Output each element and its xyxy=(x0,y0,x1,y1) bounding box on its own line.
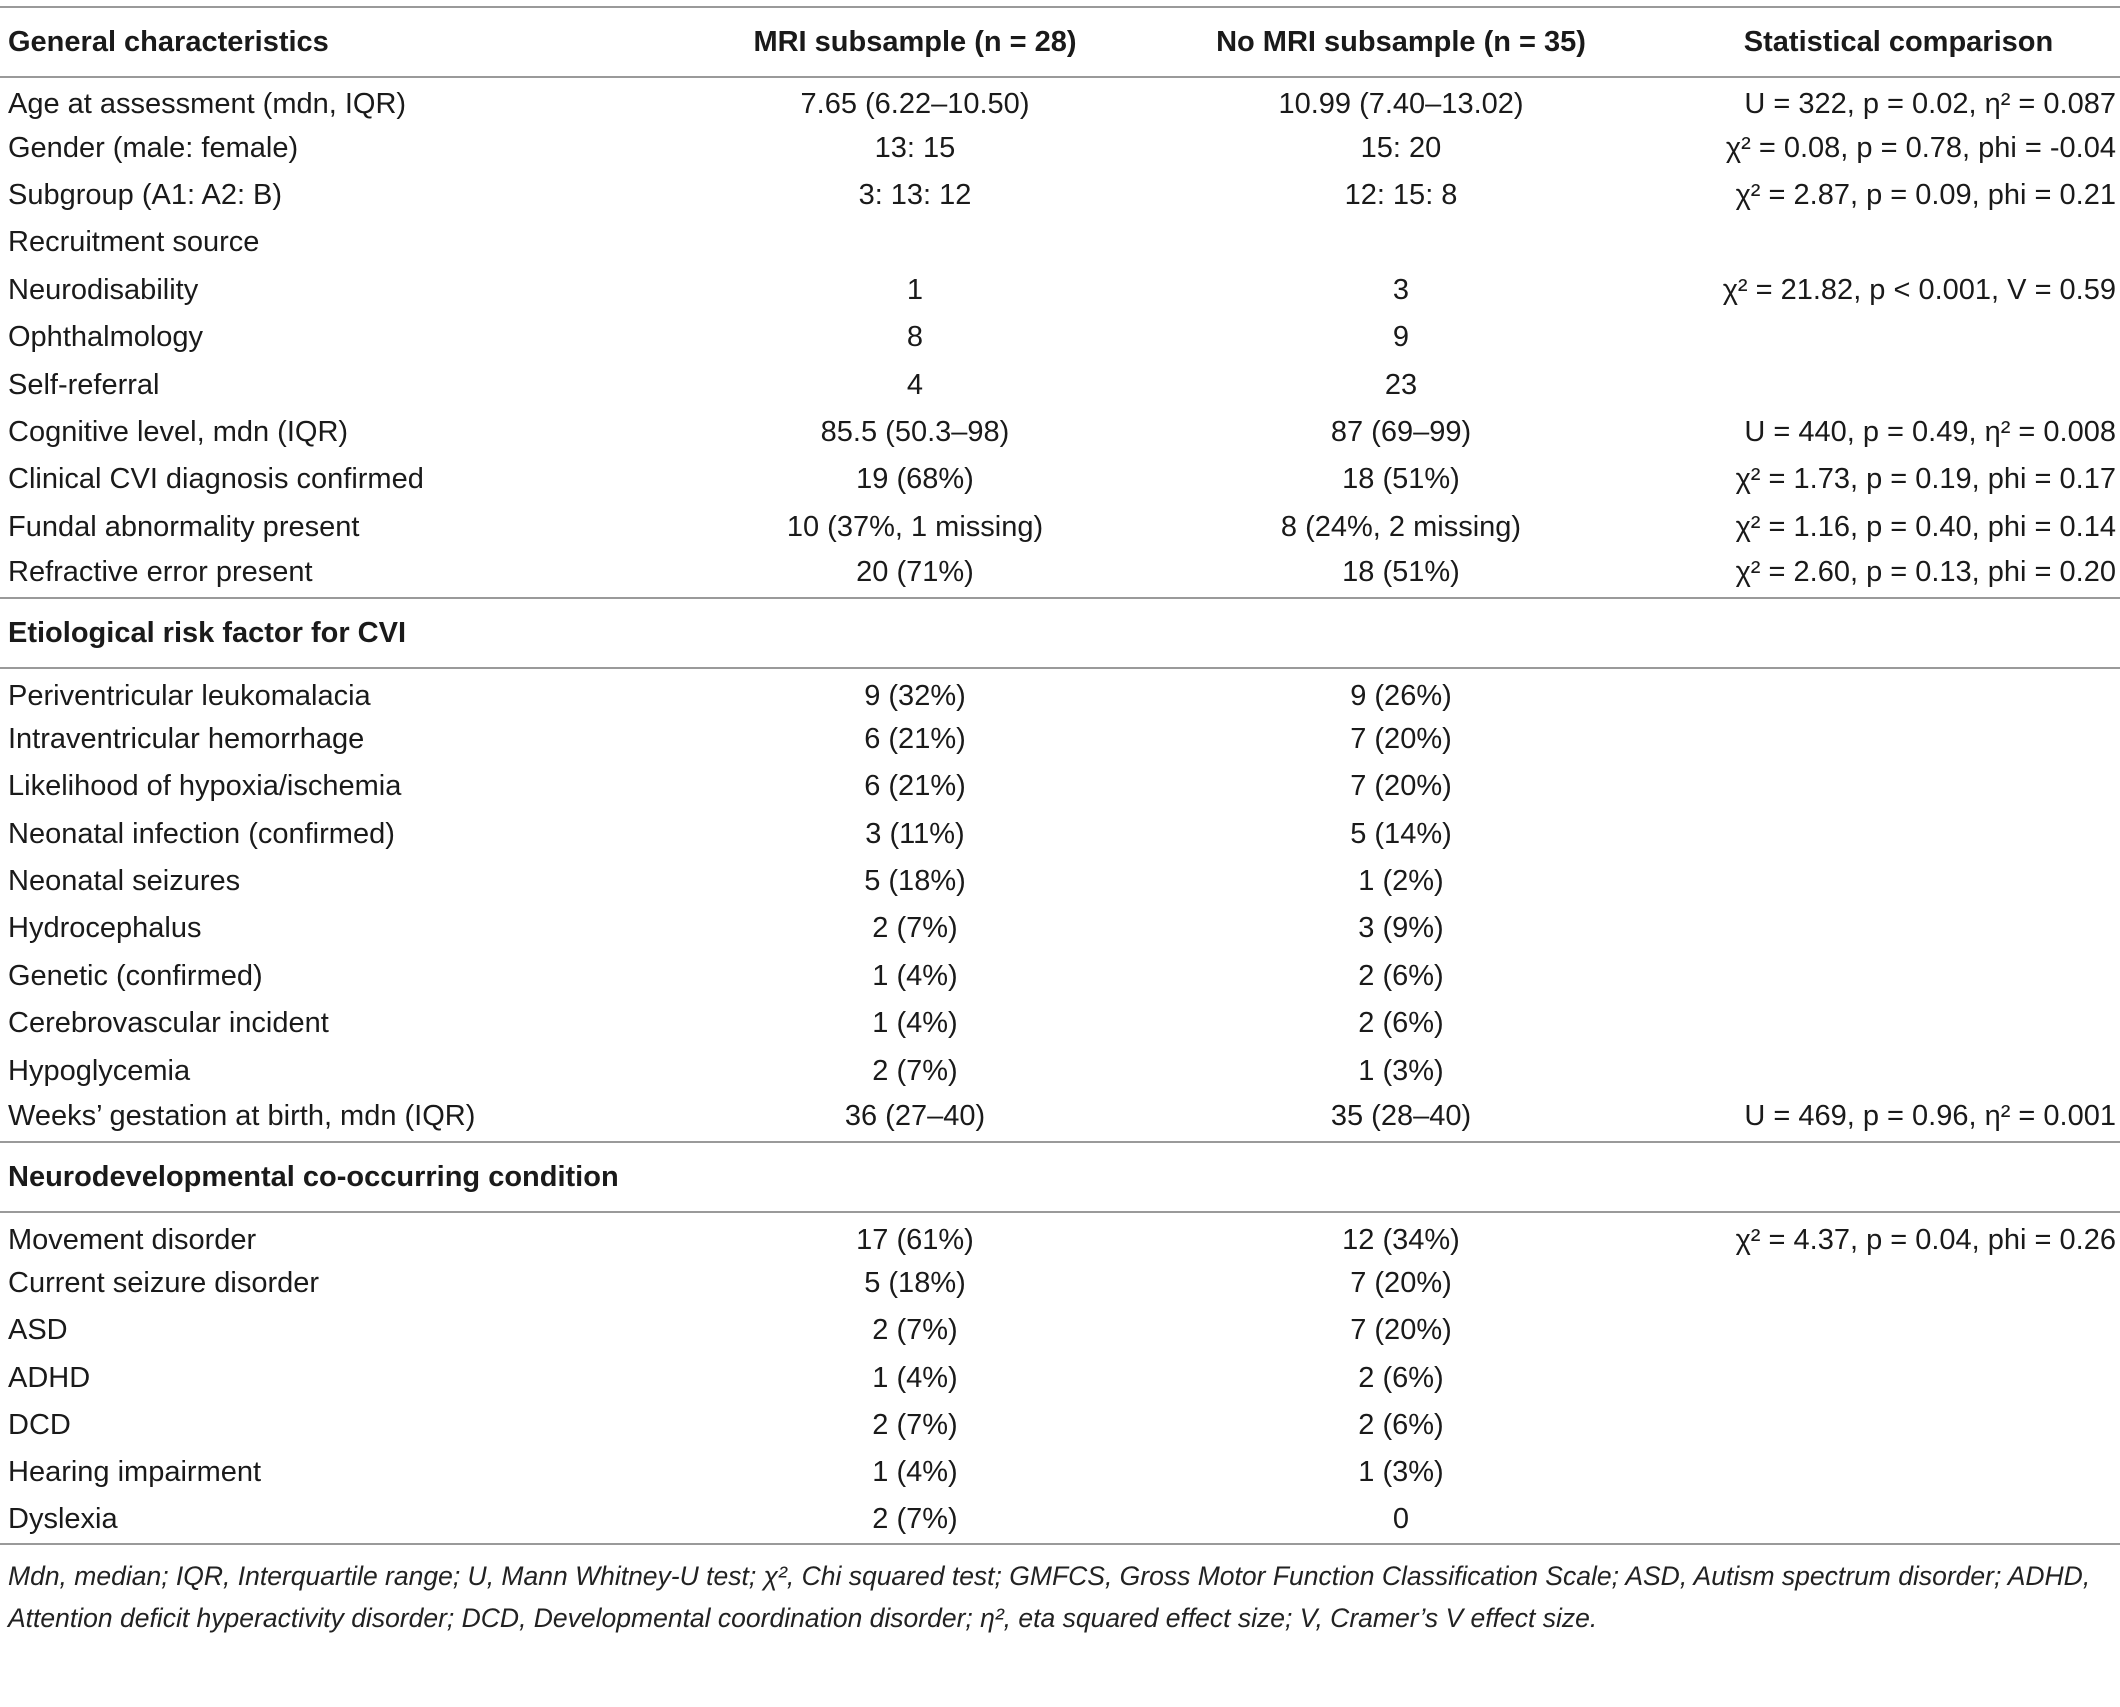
no-mri-value xyxy=(1125,219,1677,266)
no-mri-value: 3 xyxy=(1392,273,1410,306)
no-mri-value: 12: 15: 8 xyxy=(1344,178,1458,211)
statistical-comparison xyxy=(1677,219,2120,266)
mri-value: 2 (7%) xyxy=(872,1408,958,1441)
no-mri-value: 7 (20%) xyxy=(1350,1314,1452,1347)
statistical-comparison xyxy=(1677,1260,2120,1307)
mri-value: 4 xyxy=(906,368,924,401)
table-row xyxy=(0,409,2120,456)
statistical-comparison: U = 440, p = 0.49, η² = 0.008 xyxy=(1744,415,2116,448)
no-mri-value: 9 xyxy=(1392,321,1410,354)
table-row xyxy=(0,905,2120,952)
characteristics-table xyxy=(0,6,2120,1639)
no-mri-value: 7 (20%) xyxy=(1350,722,1452,755)
table-row xyxy=(0,361,2120,408)
section-neurodevelopmental xyxy=(0,1142,2120,1212)
mri-value: 19 (68%) xyxy=(856,463,974,496)
mri-value: 5 (18%) xyxy=(864,865,966,898)
mri-value: 3 (11%) xyxy=(865,817,965,850)
mri-value: 1 (4%) xyxy=(872,959,958,992)
statistical-comparison: χ² = 1.16, p = 0.40, phi = 0.14 xyxy=(1735,510,2116,543)
statistical-comparison xyxy=(1677,1307,2120,1354)
row-label: Cerebrovascular incident xyxy=(8,1007,329,1040)
row-label: Periventricular leukomalacia xyxy=(8,679,371,712)
table-row xyxy=(0,716,2120,763)
footnote-row xyxy=(0,1544,2120,1639)
table-row xyxy=(0,1047,2120,1094)
no-mri-value: 2 (6%) xyxy=(1358,959,1444,992)
section-etiology xyxy=(0,598,2120,668)
header-general-characteristics: General characteristics xyxy=(0,7,705,77)
statistical-comparison xyxy=(1677,953,2120,1000)
statistical-comparison xyxy=(1677,905,2120,952)
row-label: Subgroup (A1: A2: B) xyxy=(8,178,283,211)
mri-value: 2 (7%) xyxy=(872,912,958,945)
table-row xyxy=(0,858,2120,905)
row-label: ASD xyxy=(8,1314,68,1347)
statistical-comparison xyxy=(1677,1354,2120,1401)
row-label: Current seizure disorder xyxy=(8,1266,320,1299)
table-row xyxy=(0,1307,2120,1354)
statistical-comparison: χ² = 4.37, p = 0.04, phi = 0.26 xyxy=(1735,1223,2116,1256)
no-mri-value: 23 xyxy=(1384,368,1418,401)
mri-value: 1 (4%) xyxy=(872,1361,958,1394)
section-heading: Neurodevelopmental co-occurring condition xyxy=(0,1142,2120,1212)
mri-value: 85.5 (50.3–98) xyxy=(820,415,1010,448)
table-body xyxy=(0,77,2120,1544)
no-mri-value: 2 (6%) xyxy=(1358,1007,1444,1040)
statistical-comparison: U = 322, p = 0.02, η² = 0.087 xyxy=(1744,87,2116,120)
row-label: Cognitive level, mdn (IQR) xyxy=(8,415,349,448)
mri-value xyxy=(705,219,1125,266)
statistical-comparison: χ² = 21.82, p < 0.001, V = 0.59 xyxy=(1722,273,2116,306)
mri-value: 13: 15 xyxy=(874,131,956,164)
no-mri-value: 15: 20 xyxy=(1360,131,1442,164)
row-label: Neonatal infection (confirmed) xyxy=(8,817,395,850)
statistical-comparison xyxy=(1677,810,2120,857)
row-label: Refractive error present xyxy=(8,555,313,588)
statistical-comparison: U = 469, p = 0.96, η² = 0.001 xyxy=(1744,1099,2116,1132)
table-row xyxy=(0,124,2120,171)
no-mri-value: 2 (6%) xyxy=(1358,1408,1444,1441)
table-row xyxy=(0,551,2120,598)
row-label: Genetic (confirmed) xyxy=(8,959,263,992)
row-label: Ophthalmology xyxy=(8,321,204,354)
statistical-comparison: χ² = 2.87, p = 0.09, phi = 0.21 xyxy=(1735,178,2116,211)
table-header xyxy=(0,7,2120,77)
row-label: Likelihood of hypoxia/ischemia xyxy=(8,770,402,803)
header-no-mri-subsample: No MRI subsample (n = 35) xyxy=(1125,7,1677,77)
statistical-comparison xyxy=(1677,361,2120,408)
table-row xyxy=(0,1260,2120,1307)
no-mri-value: 3 (9%) xyxy=(1358,912,1444,945)
statistical-comparison xyxy=(1677,858,2120,905)
table-row xyxy=(0,504,2120,551)
mri-value: 2 (7%) xyxy=(872,1054,958,1087)
header-row xyxy=(0,7,2120,77)
table-row xyxy=(0,219,2120,266)
row-label: DCD xyxy=(8,1408,71,1441)
table-row xyxy=(0,810,2120,857)
statistical-comparison: χ² = 0.08, p = 0.78, phi = -0.04 xyxy=(1725,131,2116,164)
row-label: Clinical CVI diagnosis confirmed xyxy=(8,463,424,496)
table-row xyxy=(0,1402,2120,1449)
no-mri-value: 9 (26%) xyxy=(1350,679,1452,712)
table-row xyxy=(0,1497,2120,1544)
no-mri-value: 35 (28–40) xyxy=(1330,1099,1472,1132)
no-mri-value: 1 (3%) xyxy=(1358,1456,1444,1489)
row-label: Gender (male: female) xyxy=(8,131,299,164)
mri-value: 1 (4%) xyxy=(872,1007,958,1040)
statistical-comparison xyxy=(1677,716,2120,763)
no-mri-value: 0 xyxy=(1392,1503,1410,1536)
no-mri-value: 18 (51%) xyxy=(1342,463,1460,496)
mri-value: 20 (71%) xyxy=(856,555,974,588)
mri-value: 2 (7%) xyxy=(872,1314,958,1347)
statistical-comparison xyxy=(1677,1449,2120,1496)
table-row xyxy=(0,1449,2120,1496)
no-mri-value: 18 (51%) xyxy=(1342,555,1460,588)
row-label: Hydrocephalus xyxy=(8,912,202,945)
mri-value: 3: 13: 12 xyxy=(858,178,972,211)
statistical-comparison xyxy=(1677,1497,2120,1544)
statistical-comparison xyxy=(1677,314,2120,361)
header-statistical-comparison: Statistical comparison xyxy=(1677,7,2120,77)
table-row xyxy=(0,953,2120,1000)
row-label: Movement disorder xyxy=(8,1223,257,1256)
mri-value: 7.65 (6.22–10.50) xyxy=(800,87,1030,120)
no-mri-value: 7 (20%) xyxy=(1350,1266,1452,1299)
mri-value: 5 (18%) xyxy=(864,1266,966,1299)
row-label: Self-referral xyxy=(8,368,160,401)
mri-value: 9 (32%) xyxy=(864,679,966,712)
table-row xyxy=(0,267,2120,314)
mri-value: 36 (27–40) xyxy=(844,1099,986,1132)
table-footer xyxy=(0,1544,2120,1639)
statistical-comparison: χ² = 1.73, p = 0.19, phi = 0.17 xyxy=(1735,463,2116,496)
no-mri-value: 5 (14%) xyxy=(1350,817,1452,850)
row-label: Fundal abnormality present xyxy=(8,510,360,543)
table-row xyxy=(0,668,2120,715)
table-row xyxy=(0,456,2120,503)
row-label: ADHD xyxy=(8,1361,91,1394)
row-label: Weeks’ gestation at birth, mdn (IQR) xyxy=(8,1099,476,1132)
header-mri-subsample: MRI subsample (n = 28) xyxy=(705,7,1125,77)
statistical-comparison xyxy=(1677,668,2120,715)
no-mri-value: 1 (2%) xyxy=(1358,865,1444,898)
row-label: Neurodisability xyxy=(8,273,199,306)
statistical-comparison xyxy=(1677,1047,2120,1094)
table-row xyxy=(0,1000,2120,1047)
mri-value: 10 (37%, 1 missing) xyxy=(786,510,1044,543)
table-row xyxy=(0,1354,2120,1401)
no-mri-value: 2 (6%) xyxy=(1358,1361,1444,1394)
no-mri-value: 7 (20%) xyxy=(1350,770,1452,803)
mri-value: 17 (61%) xyxy=(856,1223,974,1256)
section-heading: Etiological risk factor for CVI xyxy=(0,598,2120,668)
row-label: Dyslexia xyxy=(8,1503,118,1536)
mri-value: 6 (21%) xyxy=(864,770,966,803)
mri-value: 8 xyxy=(906,321,924,354)
mri-value: 2 (7%) xyxy=(872,1503,958,1536)
table-footnote: Mdn, median; IQR, Interquartile range; U, Mann Whitney-U test; χ², Chi squared test; GMFCS, Gross Motor Function Classification Scale; ASD, Autism spectrum disorder; ADHD, Attention deficit hyperactivity disorder; DCD, Developmental coordination disorder; η², eta squared effect size; V, Cramer’s V effect size. xyxy=(0,1544,2120,1639)
mri-value: 6 (21%) xyxy=(864,722,966,755)
table-row xyxy=(0,763,2120,810)
no-mri-value: 8 (24%, 2 missing) xyxy=(1280,510,1522,543)
no-mri-value: 87 (69–99) xyxy=(1330,415,1472,448)
row-label: Neonatal seizures xyxy=(8,865,241,898)
row-label: Age at assessment (mdn, IQR) xyxy=(8,87,407,120)
row-label: Hypoglycemia xyxy=(8,1054,191,1087)
no-mri-value: 12 (34%) xyxy=(1342,1223,1460,1256)
mri-value: 1 xyxy=(906,273,924,306)
statistical-comparison xyxy=(1677,763,2120,810)
row-label: Recruitment source xyxy=(8,226,260,259)
statistical-comparison xyxy=(1677,1000,2120,1047)
statistical-comparison: χ² = 2.60, p = 0.13, phi = 0.20 xyxy=(1735,555,2116,588)
no-mri-value: 10.99 (7.40–13.02) xyxy=(1278,87,1524,120)
row-label: Intraventricular hemorrhage xyxy=(8,722,365,755)
statistical-comparison xyxy=(1677,1402,2120,1449)
table-row xyxy=(0,1212,2120,1259)
no-mri-value: 1 (3%) xyxy=(1358,1054,1444,1087)
row-label: Hearing impairment xyxy=(8,1456,262,1489)
mri-value: 1 (4%) xyxy=(872,1456,958,1489)
table-row xyxy=(0,77,2120,124)
table-row xyxy=(0,1095,2120,1142)
table-row xyxy=(0,314,2120,361)
table-row xyxy=(0,172,2120,219)
